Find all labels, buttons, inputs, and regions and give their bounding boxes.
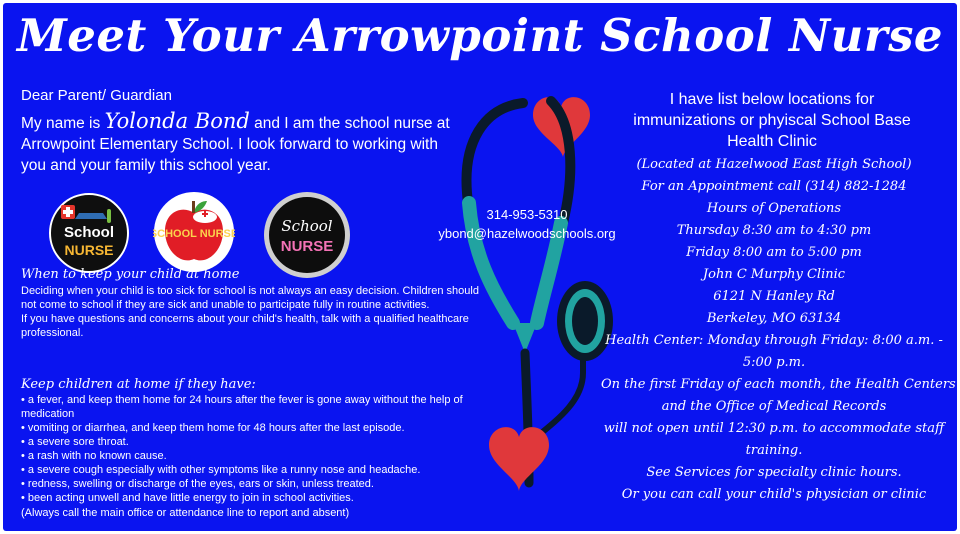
when-keep-home-body [21, 284, 481, 340]
when-keep-home-heading: When to keep your child at home [21, 267, 240, 282]
clinic-line: training. [745, 443, 803, 458]
list-item: • a fever, and keep them home for 24 hours after the fever is gone away without the help of medication [21, 394, 463, 420]
nurse-name: Yolonda Bond [104, 109, 250, 133]
clinic-line: Hours of Operations [706, 201, 842, 216]
list-item: • a rash with no known cause. [21, 450, 167, 462]
greeting: Dear Parent/ Guardian [21, 87, 172, 104]
badge-3-label-top: School [281, 217, 333, 235]
school-nurse-badge-1-graphic [49, 193, 129, 273]
keep-home-heading: Keep children at home if they have: [21, 377, 256, 392]
clinic-line: On the first Friday of each month, the Health Centers [601, 377, 956, 392]
intro-paragraph [21, 111, 461, 176]
badge-1-label-top: School [63, 224, 115, 241]
list-item: • a severe cough especially with other symptoms like a runny nose and headache. [21, 464, 421, 476]
intro-suffix: and I am the school nurse at Arrowpoint Elementary School. I look forward to working with you and your family this school year. [21, 115, 450, 174]
clinic-line: will not open until 12:30 p.m. to accommodate staff [603, 421, 945, 436]
school-nurse-badge-3-graphic [263, 191, 351, 279]
clinic-line: John C Murphy Clinic [702, 267, 846, 282]
intro-prefix: My name is [21, 115, 105, 132]
badge-3-label-bottom: NURSE [280, 238, 334, 255]
clinic-line: (Located at Hazelwood East High School) [636, 157, 912, 172]
clinic-line: Or you can call your child's physician or clinic [621, 487, 927, 502]
list-item: • been acting unwell and have little energy to join in school activities. [21, 492, 354, 504]
clinic-line: See Services for specialty clinic hours. [646, 465, 902, 480]
apple-icon [153, 191, 235, 273]
symptom-list [21, 393, 481, 505]
clinic-line: Thursday 8:30 am to 4:30 pm [676, 223, 872, 238]
absence-note: (Always call the main office or attendance line to report and absent) [21, 507, 350, 519]
flyer-card [3, 3, 957, 531]
heart-icon [489, 427, 549, 491]
when-keep-home-paragraph: Deciding when your child is too sick for school is not always an easy decision. Children should not come to school if they are sick and unable to participate fully in routine activities. [21, 285, 479, 311]
school-nurse-badge-1 [49, 193, 129, 273]
clinic-details [601, 154, 956, 506]
school-nurse-badge-2 [153, 191, 235, 273]
clinic-line: and the Office of Medical Records [661, 399, 887, 414]
clinic-line: For an Appointment call (314) 882-1284 [641, 179, 907, 194]
clinic-heading: I have list below locations for immunizations or phyiscal School Base Health Clinic [633, 91, 911, 150]
badge-1-label-bottom: NURSE [64, 242, 114, 258]
list-item: • redness, swelling or discharge of the eyes, ears or skin, unless treated. [21, 478, 374, 490]
list-item: • vomiting or diarrhea, and keep them home for 48 hours after the last episode. [21, 422, 405, 434]
email-address: ybond@hazelwoodschools.org [438, 226, 616, 241]
phone-number: 314-953-5310 [486, 207, 568, 222]
clinic-line: 5:00 p.m. [742, 355, 806, 370]
school-nurse-badge-3 [263, 191, 351, 279]
clinic-line: Friday 8:00 am to 5:00 pm [686, 245, 862, 260]
list-item: • a severe sore throat. [21, 436, 129, 448]
badge-2-label: SCHOOL NURSE [153, 228, 235, 240]
page-title: Meet Your Arrowpoint School Nurse [16, 9, 944, 62]
clinic-line: Health Center: Monday through Friday: 8:00 a.m. - [605, 333, 943, 348]
clinic-line: 6121 N Hanley Rd [713, 289, 835, 304]
clinic-line: Berkeley, MO 63134 [706, 311, 842, 326]
when-keep-home-paragraph: If you have questions and concerns about your child's health, talk with a qualified healthcare professional. [21, 313, 469, 339]
